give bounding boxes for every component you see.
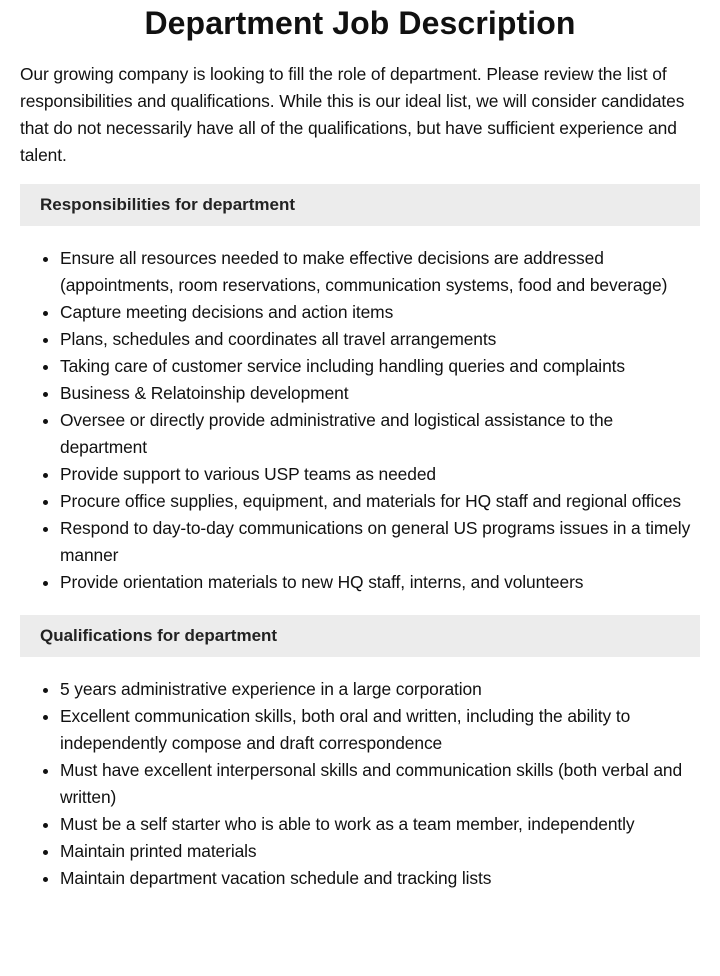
list-item: Capture meeting decisions and action items bbox=[60, 299, 700, 326]
list-item: Must be a self starter who is able to work as a team member, independently bbox=[60, 811, 700, 838]
qualifications-heading: Qualifications for department bbox=[20, 615, 700, 657]
responsibilities-list bbox=[20, 245, 700, 596]
qualifications-list bbox=[20, 676, 700, 892]
list-item: Plans, schedules and coordinates all travel arrangements bbox=[60, 326, 700, 353]
list-item: Maintain department vacation schedule and tracking lists bbox=[60, 865, 700, 892]
list-item: Procure office supplies, equipment, and materials for HQ staff and regional offices bbox=[60, 488, 700, 515]
list-item: Provide orientation materials to new HQ staff, interns, and volunteers bbox=[60, 569, 700, 596]
list-item: Respond to day-to-day communications on general US programs issues in a timely manner bbox=[60, 515, 700, 569]
list-item: Maintain printed materials bbox=[60, 838, 700, 865]
list-item: Taking care of customer service including handling queries and complaints bbox=[60, 353, 700, 380]
list-item: Excellent communication skills, both oral and written, including the ability to independently compose and draft correspondence bbox=[60, 703, 700, 757]
list-item: Must have excellent interpersonal skills and communication skills (both verbal and written) bbox=[60, 757, 700, 811]
page-title: Department Job Description bbox=[144, 5, 576, 41]
list-item: Provide support to various USP teams as needed bbox=[60, 461, 700, 488]
list-item: Business & Relatoinship development bbox=[60, 380, 700, 407]
list-item: 5 years administrative experience in a large corporation bbox=[60, 676, 700, 703]
responsibilities-heading: Responsibilities for department bbox=[20, 184, 700, 226]
intro-paragraph: Our growing company is looking to fill the role of department. Please review the list of responsibilities and qualifications. While this is our ideal list, we will consider candidates that do not necessarily have all of the qualifications, but have sufficient experience and talent. bbox=[20, 64, 685, 165]
list-item: Oversee or directly provide administrative and logistical assistance to the department bbox=[60, 407, 700, 461]
list-item: Ensure all resources needed to make effective decisions are addressed (appointments, room reservations, communication systems, food and beverage) bbox=[60, 245, 700, 299]
